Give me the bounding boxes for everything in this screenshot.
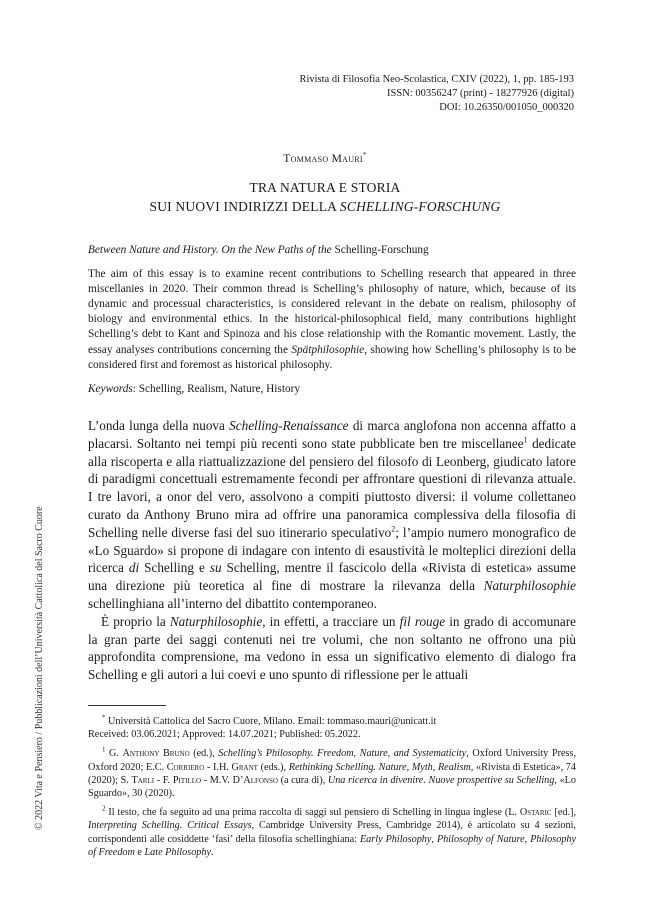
phase-name: Philosophy of Nature: [436, 833, 525, 845]
title-line-2: [0, 197, 650, 216]
abstract-text: [88, 267, 576, 373]
author-name: Tommaso Mauri: [283, 152, 363, 165]
footnote-affiliation: Università Cattolica del Sacro Cuore, Milano. Email: tommaso.mauri@unicatt.it: [105, 716, 437, 727]
author-footnote-marker: *: [362, 151, 367, 159]
author-small-caps: Tarli: [131, 774, 155, 786]
text-run: Il testo, che fa seguito ad una prima raccolta di saggi sul pensiero di Schelling in lingua inglese (L.: [105, 807, 520, 819]
book-title: Una ricerca in divenire. Nuove prospettive su Schelling: [327, 774, 555, 786]
doi: DOI: 10.26350/001050_000320: [439, 102, 574, 113]
footnote-1: [88, 747, 576, 800]
footnote-marker: 2: [102, 804, 106, 813]
phase-name: Philosophy of Freedom: [88, 833, 577, 858]
text-run: [ed.],: [551, 807, 577, 819]
body-paragraph-2: [88, 613, 576, 684]
footnote-dates: Received: 03.06.2021; Approved: 14.07.2021; Published: 05.2022.: [88, 729, 361, 741]
title-line-1: TRA NATURA E STORIA: [249, 180, 401, 195]
author-small-caps: Ostaric: [519, 807, 552, 819]
keywords: [88, 382, 576, 397]
article-title: [0, 178, 650, 216]
book-title: Schelling’s Philosophy. Freedom, Nature, and Systematicity: [218, 748, 467, 760]
author-line: [0, 151, 650, 165]
text-run: di marca anglofona non accenna affatto a placarsi. Soltanto nei tempi più recenti sono state pubblicate ben tre miscellanee: [88, 418, 576, 451]
text-run: schellinghiana all’interno del dibattito contemporaneo.: [88, 595, 377, 611]
text-emphasis: fil rouge: [399, 613, 446, 629]
text-emphasis: su: [209, 560, 222, 576]
author-small-caps: Pitillo: [172, 774, 202, 786]
text-run: L’onda lunga della nuova: [88, 418, 230, 433]
text-run: .: [211, 846, 214, 858]
text-run: , in effetti, a tracciare un: [262, 613, 400, 629]
text-run: - I.H.: [204, 761, 232, 773]
book-title: Interpreting Schelling. Critical Essays: [88, 820, 252, 832]
footnote-separator: [88, 705, 166, 706]
text-run: ; l’ampio numero monografico de «Lo Sguardo» si propone di indagare con intento di esaustività le molteplici direzioni della ricerca: [88, 524, 577, 576]
footnote-author: [88, 715, 576, 741]
footnote-marker: *: [102, 713, 106, 722]
abstract: [88, 243, 576, 397]
text-run: , «Lo Sguardo», 30 (2020).: [88, 774, 576, 800]
text-run: (eds.),: [257, 761, 289, 773]
author-small-caps: D’Alfonso: [232, 774, 278, 786]
text-emphasis: Schelling-Renaissance: [229, 418, 349, 433]
text-run: , Cambridge University Press, Cambridge 2014), è articolato su 4 sezioni, corrispondenti alle cosiddette ‘fasi’ della filosofia schellinghiana:: [88, 820, 576, 845]
book-title: Rethinking Schelling. Nature, Myth, Realism: [288, 761, 471, 773]
author-small-caps: Corriero: [166, 761, 205, 773]
text-run: in grado di accomunare la gran parte dei saggi contenuti nei tre volumi, che non soltanto ne offrono una più approfondita comprensione, ma vedono in essa un significativo elemento di dialogo fra Schelling e gli autori a lui coevi e uno spunto di riflessione per le attuali: [88, 613, 576, 683]
abstract-text-emphasis: Spätphilosophie: [291, 343, 365, 356]
footnotes: [88, 715, 576, 865]
body-paragraph-1: [88, 417, 576, 613]
text-run: ,: [524, 833, 531, 845]
text-emphasis: di: [128, 560, 140, 576]
text-run: - M.V.: [201, 774, 233, 786]
author-small-caps: Grant: [231, 761, 258, 773]
abstract-text-2: , showing how Schelling’s philosophy is to be considered first and foremost as historical philosophy.: [88, 343, 576, 371]
text-emphasis: Naturphilosophie: [169, 613, 263, 629]
text-run: e: [134, 846, 145, 858]
title-line-2-text: SUI NUOVI INDIRIZZI DELLA: [149, 199, 340, 214]
keywords-label: Keywords: [88, 382, 133, 395]
text-run: ,: [431, 833, 437, 845]
footnote-ref-1: 1: [523, 435, 528, 445]
body-text: [88, 417, 576, 684]
text-emphasis: Naturphilosophie: [483, 578, 576, 594]
english-title: [88, 243, 576, 258]
text-run: Schelling, mentre il fascicolo della «Rivista di estetica» assume una direzione più teoretica al fine di mostrare la rilevanza della: [88, 560, 576, 594]
text-run: , Oxford University Press, Oxford 2020; E.C.: [88, 748, 577, 773]
footnote-2: [88, 806, 576, 859]
journal-citation: Rivista di Filosofia Neo-Scolastica, CXIV (2022), 1, pp. 185-193: [299, 74, 574, 85]
keywords-list: : Schelling, Realism, Nature, History: [132, 382, 301, 395]
english-title-rest: Schelling-Forschung: [331, 244, 429, 256]
footnote-ref-2: 2: [391, 524, 396, 534]
abstract-text-1: The aim of this essay is to examine recent contributions to Schelling research that appeared in three miscellanies in 2020. Their common thread is Schelling’s philosophy of nature, which, because of its dynamic and processual characteristics, is considered relevant in the debate on realism, philosophy of biology and environmental ethics. In the historical-philosophical field, many contributions highlight Schelling’s debt to Kant and Spinoza and his close relationship with the Romantic movement. Lastly, the essay analyses contributions concerning the: [88, 268, 576, 356]
text-run: - F.: [154, 774, 173, 786]
text-run: G.: [105, 748, 123, 760]
footnote-marker: 1: [102, 746, 106, 755]
journal-header: [299, 73, 574, 115]
author-small-caps: Anthony Bruno: [122, 748, 190, 760]
english-title-italic: Between Nature and History. On the New Paths of the: [88, 244, 332, 256]
text-run: (a cura di),: [277, 774, 328, 786]
text-run: , «Rivista di Estetica», 74 (2020); S.: [88, 761, 576, 786]
title-line-2-emphasis: SCHELLING-FORSCHUNG: [339, 199, 501, 214]
issn: ISSN: 00356247 (print) - 18277926 (digital): [387, 88, 574, 99]
text-run: dedicate alla riscoperta e alla riattualizzazione del pensiero del filosofo di Leonberg, giudicato latore di paradigmi concettuali estremamente fecondi per affrontare questioni di rilevanza attuale. I tre lavori, a onor del vero, assolvono a compiti piuttosto diversi: il volume collettaneo curato da Anthony Bruno mira ad offrire una panoramica complessiva della filosofia di Schelling nelle diverse fasi del suo itinerario speculativo: [88, 435, 576, 540]
text-run: Schelling e: [139, 560, 210, 576]
phase-name: Late Philosophy: [144, 846, 211, 858]
phase-name: Early Philosophy: [359, 833, 432, 845]
text-run: (ed.),: [189, 748, 219, 760]
text-run: È proprio la: [101, 613, 170, 629]
